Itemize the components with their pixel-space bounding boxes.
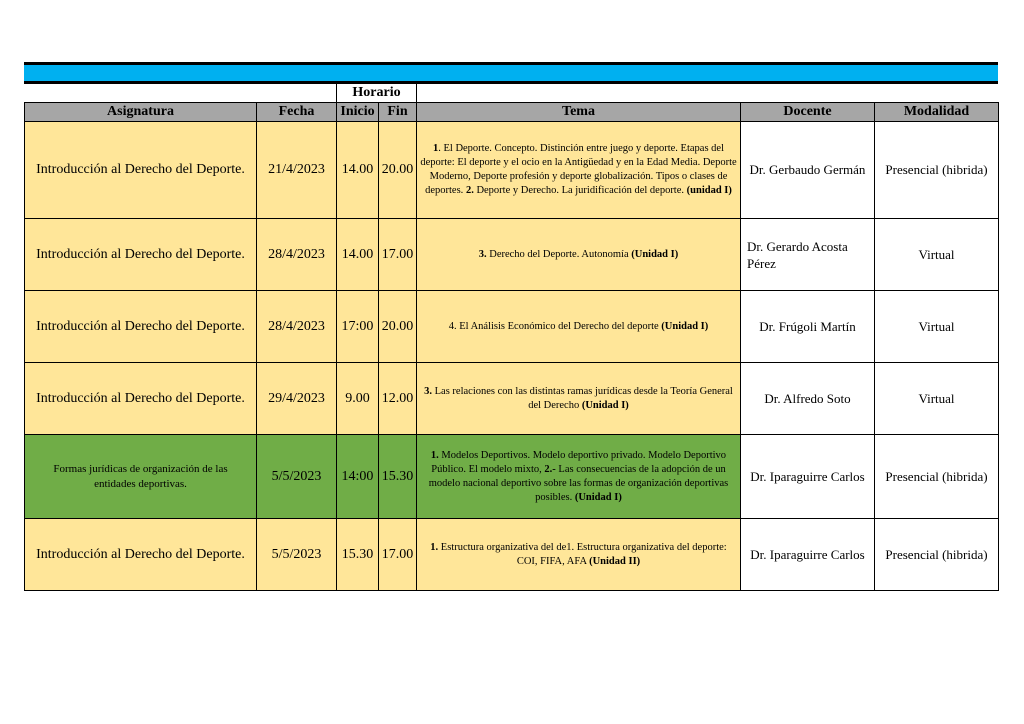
cell-fecha: 28/4/2023 — [257, 291, 337, 363]
col-header-tema: Tema — [417, 103, 741, 122]
cell-fin: 20.00 — [379, 291, 417, 363]
col-header-asignatura: Asignatura — [25, 103, 257, 122]
cell-modalidad: Virtual — [875, 291, 999, 363]
cell-fin: 15.30 — [379, 435, 417, 519]
cell-modalidad: Presencial (hibrida) — [875, 435, 999, 519]
cell-modalidad: Presencial (hibrida) — [875, 122, 999, 219]
tema-unidad: (unidad I) — [686, 185, 732, 196]
cell-asignatura: Introducción al Derecho del Deporte. — [25, 291, 257, 363]
cell-modalidad: Virtual — [875, 219, 999, 291]
table-row — [25, 435, 999, 519]
cell-modalidad: Virtual — [875, 363, 999, 435]
cell-inicio: 15.30 — [337, 519, 379, 591]
tema-number: 3. — [424, 385, 433, 397]
tema-unidad: (Unidad I) — [661, 320, 709, 332]
cell-docente: Dr. Gerbaudo Germán — [741, 122, 875, 219]
cell-docente: Dr. Iparaguirre Carlos — [741, 435, 875, 519]
cell-modalidad: Presencial (hibrida) — [875, 519, 999, 591]
cell-fecha: 21/4/2023 — [257, 122, 337, 219]
cell-asignatura: Introducción al Derecho del Deporte. — [25, 363, 257, 435]
cell-inicio: 14.00 — [337, 122, 379, 219]
tema-number: 1 — [432, 143, 439, 154]
horario-label: Horario — [337, 84, 417, 103]
cell-fin: 17.00 — [379, 219, 417, 291]
tema-unidad: (Unidad I) — [581, 399, 629, 411]
cell-fecha: 28/4/2023 — [257, 219, 337, 291]
schedule-table — [24, 84, 999, 591]
tema-text: . El Deporte. Concepto. Distinción entre juego y deporte. Etapas del deporte: El deporte y el ocio en la Antigüedad y en la Edad Media. Deporte Moderno, Deporte profesión y deporte globalización. Tipos o clases de deportes. — [420, 143, 737, 196]
cell-fecha: 5/5/2023 — [257, 519, 337, 591]
table-row — [25, 219, 999, 291]
cell-tema — [417, 435, 741, 519]
tema-text: Las consecuencias de la adopción de un modelo nacional deportivo sobre las formas de organización deportivas posibles. — [428, 463, 729, 503]
title-banner — [24, 62, 998, 84]
tema-text: Derecho del Deporte. Autonomía — [486, 248, 632, 260]
cell-inicio: 9.00 — [337, 363, 379, 435]
tema-number: 3. — [478, 248, 487, 260]
tema-number: 2. — [465, 185, 474, 196]
col-header-docente: Docente — [741, 103, 875, 122]
cell-asignatura: Formas jurídicas de organización de las entidades deportivas. — [25, 435, 257, 519]
cell-tema — [417, 219, 741, 291]
table-row — [25, 122, 999, 219]
table-row — [25, 363, 999, 435]
cell-fin: 17.00 — [379, 519, 417, 591]
cell-fecha: 5/5/2023 — [257, 435, 337, 519]
tema-unidad: (Unidad I) — [631, 248, 679, 260]
tema-number: 1. — [430, 449, 439, 461]
tema-number: 2.- — [544, 463, 556, 475]
col-header-inicio: Inicio — [337, 103, 379, 122]
cell-asignatura: Introducción al Derecho del Deporte. — [25, 519, 257, 591]
cell-docente: Dr. Iparaguirre Carlos — [741, 519, 875, 591]
cell-asignatura: Introducción al Derecho del Deporte. — [25, 122, 257, 219]
tema-number: 1. — [430, 541, 439, 553]
header-row — [25, 103, 999, 122]
cell-docente: Dr. Alfredo Soto — [741, 363, 875, 435]
cell-docente: Dr. Frúgoli Martín — [741, 291, 875, 363]
cell-inicio: 14:00 — [337, 435, 379, 519]
cell-tema — [417, 122, 741, 219]
cell-fin: 20.00 — [379, 122, 417, 219]
cell-docente: Dr. Gerardo Acosta Pérez — [741, 219, 875, 291]
tema-text: Modelos Deportivos. Modelo deportivo privado. Modelo Deportivo Público. El modelo mixto, — [431, 449, 727, 475]
tema-text: Deporte y Derecho. La juridificación del deporte. — [473, 185, 687, 196]
cell-tema — [417, 519, 741, 591]
cell-tema — [417, 291, 741, 363]
table-row — [25, 519, 999, 591]
cell-inicio: 17:00 — [337, 291, 379, 363]
cell-tema — [417, 363, 741, 435]
tema-text: Las relaciones con las distintas ramas jurídicas desde la Teoría General del Derecho — [432, 385, 733, 411]
cell-inicio: 14.00 — [337, 219, 379, 291]
tema-unidad: (Unidad I) — [574, 491, 622, 503]
tema-text: 4. El Análisis Económico del Derecho del deporte — [448, 320, 662, 332]
tema-text: Estructura organizativa del de1. Estructura organizativa del deporte: COI, FIFA, AFA — [438, 541, 727, 567]
cell-asignatura: Introducción al Derecho del Deporte. — [25, 219, 257, 291]
horario-row — [25, 84, 999, 103]
col-header-fin: Fin — [379, 103, 417, 122]
table-row — [25, 291, 999, 363]
cell-fin: 12.00 — [379, 363, 417, 435]
cell-fecha: 29/4/2023 — [257, 363, 337, 435]
col-header-modalidad: Modalidad — [875, 103, 999, 122]
tema-unidad: (Unidad II) — [589, 555, 641, 567]
col-header-fecha: Fecha — [257, 103, 337, 122]
